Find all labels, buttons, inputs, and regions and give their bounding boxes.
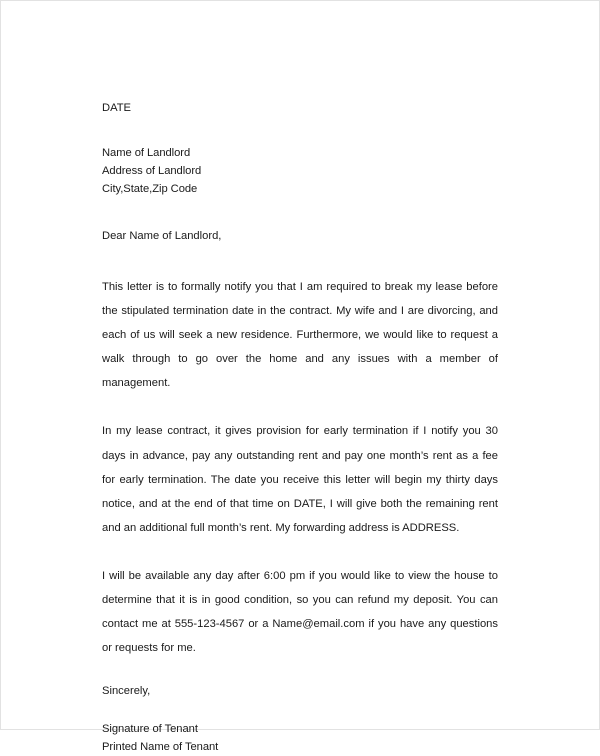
signature-block xyxy=(102,721,498,756)
body-paragraph-2: In my lease contract, it gives provision for early termination if I notify you 30 days in advance, pay any outstanding rent and pay one month’s rent as a fee for early termination. The date you receive this letter will begin my thirty days notice, and at the end of that time on DATE, I will give both the remaining rent and an additional full month’s rent. My forwarding address is ADDRESS. xyxy=(102,425,498,534)
recipient-name: Name of Landlord xyxy=(102,147,191,159)
signature-line: Signature of Tenant xyxy=(102,723,198,736)
letter-body xyxy=(102,99,498,756)
closing: Sincerely, xyxy=(102,685,151,698)
printed-name-line: Printed Name of Tenant xyxy=(102,740,219,753)
date-line: DATE xyxy=(102,102,132,114)
recipient-address: Address of Landlord xyxy=(102,165,202,177)
salutation: Dear Name of Landlord, xyxy=(102,230,222,242)
body-paragraph-3: I will be available any day after 6:00 pm if you would like to view the house to determine that it is in good condition, so you can refund my deposit. You can contact me at 555-123-4567 or a Name@email.com if you have any questions or requests for me. xyxy=(102,569,498,655)
recipient-address-block xyxy=(102,144,498,198)
recipient-city-state-zip: City,State,Zip Code xyxy=(102,183,198,195)
body-paragraph-1: This letter is to formally notify you that I am required to break my lease before the stipulated termination date in the contract. My wife and I are divorcing, and each of us will seek a new residence. Furthermore, we would like to request a walk through to go over the home and any issues with a member of management. xyxy=(102,281,498,390)
